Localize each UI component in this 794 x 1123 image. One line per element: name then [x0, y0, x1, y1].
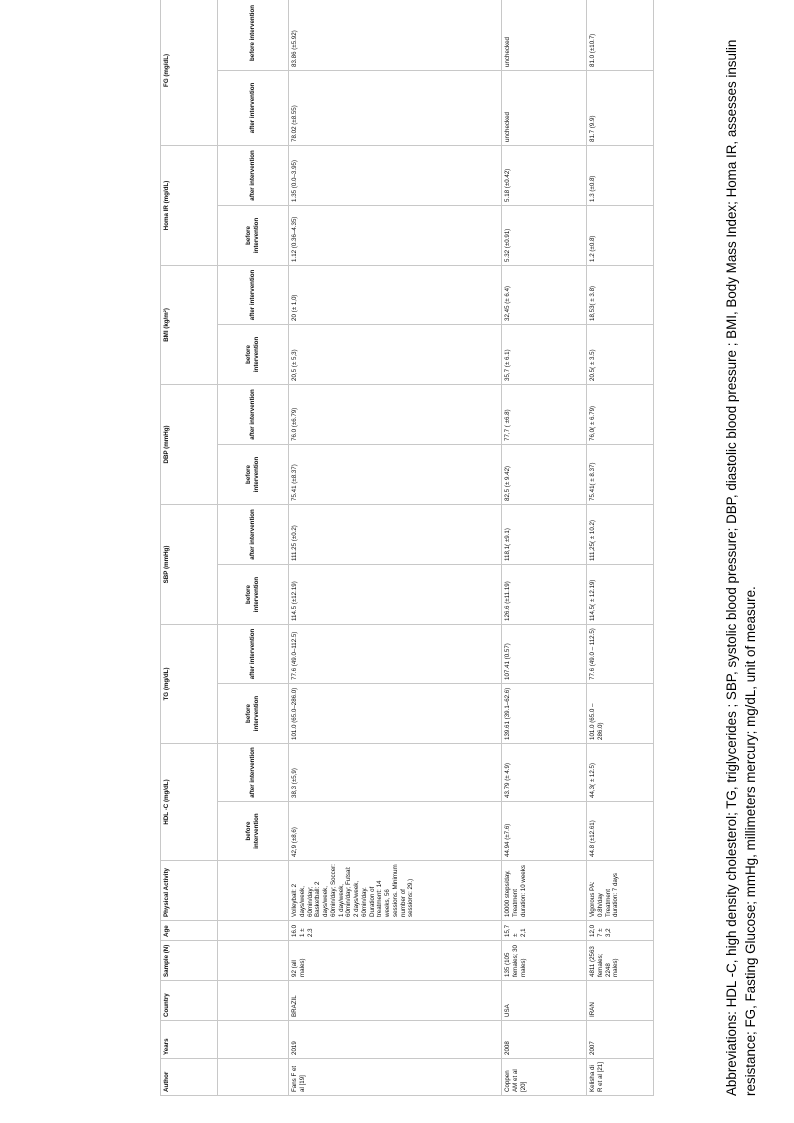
col-pa-header: Physical Activity: [161, 861, 218, 921]
sbp-before-label: before intervention: [218, 564, 289, 624]
sbp-after-cell: 111,25( ± 10.2): [587, 504, 654, 564]
pa-cell: Volleyball: 2 days/week, 60min/day; Basketball: 2 days/week, 60min/day; Soccer: 1 day/week, 60min/day; Futsal: 2 days/week, 60min/day. Duration of treatment: 14 weeks, 56 sessions. Minimum number of sessions: 29.): [289, 861, 502, 921]
homa-after-cell: 1.3 (±0.8): [587, 145, 654, 205]
col-fg-header: FG (mg/dL): [161, 0, 218, 145]
tg-before-cell: 101.0 (65.0 – 286.0): [587, 683, 654, 743]
country-cell: BRAZIL: [289, 981, 502, 1021]
fg-after-cell: 81.7 (9.9): [587, 70, 654, 145]
abbreviations-footnote: Abbreviations: HDL -C, high density cholesterol; TG, triglycerides ; SBP, systolic blood pressure; DBP, diastolic blood pressure ; BMI, Body Mass Index; Homa IR, assesses insulin resistance; FG, Fasting Glucose; mmHg, millimeters mercury; mg/dL, unit of measure.: [724, 39, 758, 1096]
fg-before-cell: 83.86 (±5.92): [289, 0, 502, 70]
sample-cell: 4811 (2563 females; 2248 males): [587, 941, 654, 981]
dbp-before-cell: 75.41( ± 8.37): [587, 444, 654, 504]
homa-before-cell: 5.32 (±0.91): [502, 205, 587, 265]
bmi-before-cell: 20.5( ± 3.5): [587, 324, 654, 384]
col-author-header: Author: [161, 1059, 218, 1096]
sbp-before-cell: 114,5( ± 12.19): [587, 564, 654, 624]
fg-after-cell: unchecked: [502, 70, 587, 145]
tg-before-cell: 101.0 (65.0–286.0): [289, 683, 502, 743]
bmi-before-cell: 20,5 (± 5,3): [289, 324, 502, 384]
year-cell: 2008: [502, 1021, 587, 1059]
col-age-header: Age: [161, 921, 218, 941]
tg-after-label: after intervention: [218, 624, 289, 683]
hdl-after-cell: 44,3( ± 12.5): [587, 743, 654, 801]
sbp-before-cell: 114.5 (±12.19): [289, 564, 502, 624]
tg-after-cell: 107.41 (0.57): [502, 624, 587, 683]
hdl-after-cell: 38,3 (±5,9): [289, 743, 502, 801]
dbp-after-cell: 77,7 ( ±6.8): [502, 384, 587, 444]
header-row: [161, 0, 218, 1096]
author-cell: Fans F et al [19]: [289, 1059, 502, 1096]
blank-cell: [218, 1059, 289, 1096]
hdl-before-cell: 44.8 (±12.61): [587, 802, 654, 861]
subheader-row: [218, 0, 289, 1096]
sample-cell: 92 (all males): [289, 941, 502, 981]
col-tg-header: TG (mg/dL): [161, 624, 218, 743]
bmi-after-cell: 20 (± 1,0): [289, 265, 502, 324]
col-country-header: Country: [161, 981, 218, 1021]
blank-cell: [218, 981, 289, 1021]
hdl-after-label: after intervention: [218, 743, 289, 801]
blank-cell: [218, 1021, 289, 1059]
col-homa-header: Homa IR (mg/dL): [161, 145, 218, 265]
results-table: [160, 0, 654, 1096]
col-dbp-header: DBP (mmHg): [161, 384, 218, 504]
homa-before-cell: 1.2 (±0.8): [587, 205, 654, 265]
col-years-header: Years: [161, 1021, 218, 1059]
blank-cell: [218, 941, 289, 981]
age-cell: 16.0 1 ± 2.3: [289, 921, 502, 941]
table-row: [289, 0, 502, 1096]
year-cell: 2019: [289, 1021, 502, 1059]
sbp-before-cell: 126.6 (±11.19): [502, 564, 587, 624]
country-cell: IRAN: [587, 981, 654, 1021]
table-row: [587, 0, 654, 1096]
table-row: [502, 0, 587, 1096]
col-sbp-header: SBP (mmHg): [161, 504, 218, 624]
col-bmi-header: BMI (kg/m²): [161, 265, 218, 384]
bmi-after-label: after intervention: [218, 265, 289, 324]
tg-after-cell: 77.6 (49.0–112.5): [289, 624, 502, 683]
tg-before-cell: 139.61 (39.1–62.6): [502, 683, 587, 743]
sample-cell: 135 (105 females; 30 males): [502, 941, 587, 981]
homa-before-label: before intervention: [218, 205, 289, 265]
age-cell: 15,7 ± 2,1: [502, 921, 587, 941]
bmi-after-cell: 18,53( ± 3.8): [587, 265, 654, 324]
bmi-before-cell: 35,7 (± 6.1): [502, 324, 587, 384]
hdl-before-label: before intervention: [218, 802, 289, 861]
hdl-before-cell: 42,9 (±8,6): [289, 802, 502, 861]
dbp-before-label: before intervention: [218, 444, 289, 504]
tg-before-label: before intervention: [218, 683, 289, 743]
dbp-after-cell: 76,0( ± 6.79): [587, 384, 654, 444]
fg-before-cell: unchecked: [502, 0, 587, 70]
blank-cell: [218, 861, 289, 921]
homa-after-cell: 5.18 (±0.42): [502, 145, 587, 205]
fg-before-label: before intervention: [218, 0, 289, 70]
col-sample-header: Sample (N): [161, 941, 218, 981]
pa-cell: Vigorous PA: 0.8h/day Treatment duration: 7 days: [587, 861, 654, 921]
fg-before-cell: 81.0 (±10.7): [587, 0, 654, 70]
fg-after-label: after intervention: [218, 70, 289, 145]
year-cell: 2007: [587, 1021, 654, 1059]
homa-before-cell: 1.12 (0.36–4.35): [289, 205, 502, 265]
dbp-after-cell: 76.0 (±6.79): [289, 384, 502, 444]
homa-after-cell: 1.35 (0.0–3.95): [289, 145, 502, 205]
fg-after-cell: 78.02 (±8.55): [289, 70, 502, 145]
bmi-after-cell: 32,45 (± 6.4): [502, 265, 587, 324]
sbp-after-cell: 118,1( ±9.1): [502, 504, 587, 564]
col-hdl-header: HDL -C (mg/dL): [161, 743, 218, 860]
dbp-before-cell: 75.41 (±8.37): [289, 444, 502, 504]
age-cell: 12,0 7 ± 3,2: [587, 921, 654, 941]
dbp-before-cell: 82,5 (± 9.42): [502, 444, 587, 504]
dbp-after-label: after intervention: [218, 384, 289, 444]
hdl-after-cell: 43.79 (± 4.9): [502, 743, 587, 801]
homa-after-label: after intervention: [218, 145, 289, 205]
hdl-before-cell: 44.94 (±7.6): [502, 802, 587, 861]
bmi-before-label: before intervention: [218, 324, 289, 384]
sbp-after-cell: 111.25 (±0.2): [289, 504, 502, 564]
country-cell: USA: [502, 981, 587, 1021]
author-cell: Coppen AM et al [20]: [502, 1059, 587, 1096]
sbp-after-label: after intervention: [218, 504, 289, 564]
tg-after-cell: 77.6 (49.0 – 112.5): [587, 624, 654, 683]
pa-cell: 10000 steps/day, Treatment duration: 10 weeks: [502, 861, 587, 921]
author-cell: Kelisha di R et al [21]: [587, 1059, 654, 1096]
blank-cell: [218, 921, 289, 941]
